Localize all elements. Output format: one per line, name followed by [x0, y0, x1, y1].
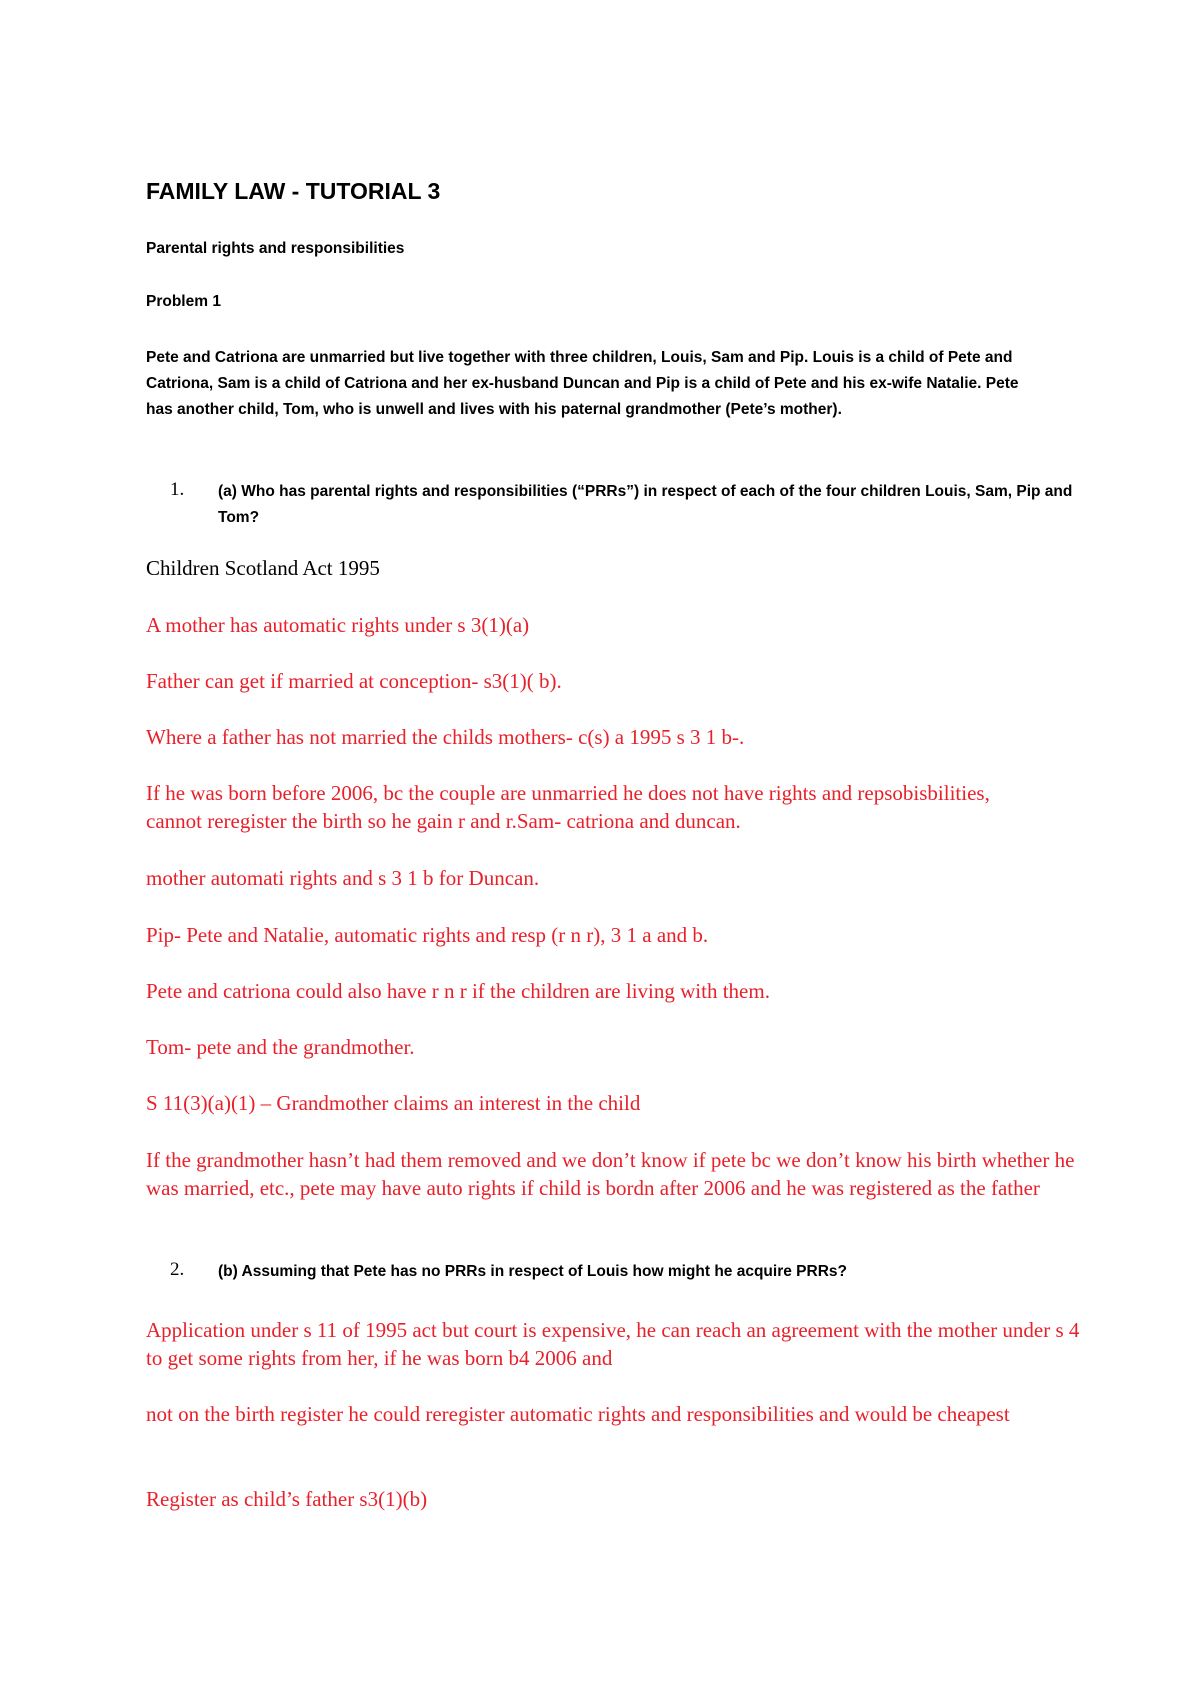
question-2-number: 2.	[170, 1259, 185, 1280]
answer-1-line: If he was born before 2006, bc the couple are unmarried he does not have rights and repsobisbilities, cannot reregister the birth so he gain r and r.Sam- catriona and duncan.	[146, 781, 990, 833]
answer-1-line: mother automati rights and s 3 1 b for Duncan.	[146, 866, 540, 890]
answer-2-line: Register as child’s father s3(1)(b)	[146, 1487, 428, 1511]
answer-1-line: Father can get if married at conception- s3(1)( b).	[146, 669, 562, 693]
answer-1-line: Tom- pete and the grandmother.	[146, 1035, 415, 1059]
answer-1-act: Children Scotland Act 1995	[146, 556, 380, 580]
document-subtitle: Parental rights and responsibilities	[146, 240, 405, 257]
answer-1-line: If the grandmother hasn’t had them removed and we don’t know if pete bc we don’t know his birth whether he was married, etc., pete may have auto rights if child is bordn after 2006 and he was registered as the father	[146, 1148, 1075, 1200]
question-2-text: (b) Assuming that Pete has no PRRs in respect of Louis how might he acquire PRRs?	[218, 1263, 847, 1280]
answer-1-line: Pip- Pete and Natalie, automatic rights and resp (r n r), 3 1 a and b.	[146, 923, 709, 947]
answer-1-line: Where a father has not married the childs mothers- c(s) a 1995 s 3 1 b-.	[146, 725, 745, 749]
problem-text: Pete and Catriona are unmarried but live together with three children, Louis, Sam and Pip. Louis is a child of Pete and Catriona, Sam is a child of Catriona and her ex-husband Duncan and Pip is a child of Pete and his ex-wife Natalie. Pete has another child, Tom, who is unwell and lives with his paternal grandmother (Pete’s mother).	[146, 349, 1019, 418]
answer-2-line: Application under s 11 of 1995 act but court is expensive, he can reach an agreement with the mother under s 4 to get some rights from her, if he was born b4 2006 and	[146, 1318, 1080, 1370]
document-title: FAMILY LAW - TUTORIAL 3	[146, 178, 441, 204]
question-1-number: 1.	[170, 479, 185, 500]
answer-1-line: A mother has automatic rights under s 3(1)(a)	[146, 613, 530, 637]
answer-1-line: Pete and catriona could also have r n r if the children are living with them.	[146, 979, 770, 1003]
problem-heading: Problem 1	[146, 293, 221, 310]
question-1-text: (a) Who has parental rights and responsibilities (“PRRs”) in respect of each of the four children Louis, Sam, Pip and Tom?	[218, 483, 1073, 526]
answer-2-line: not on the birth register he could reregister automatic rights and responsibilities and would be cheapest	[146, 1402, 1010, 1426]
answer-1-line: S 11(3)(a)(1) – Grandmother claims an interest in the child	[146, 1091, 641, 1115]
